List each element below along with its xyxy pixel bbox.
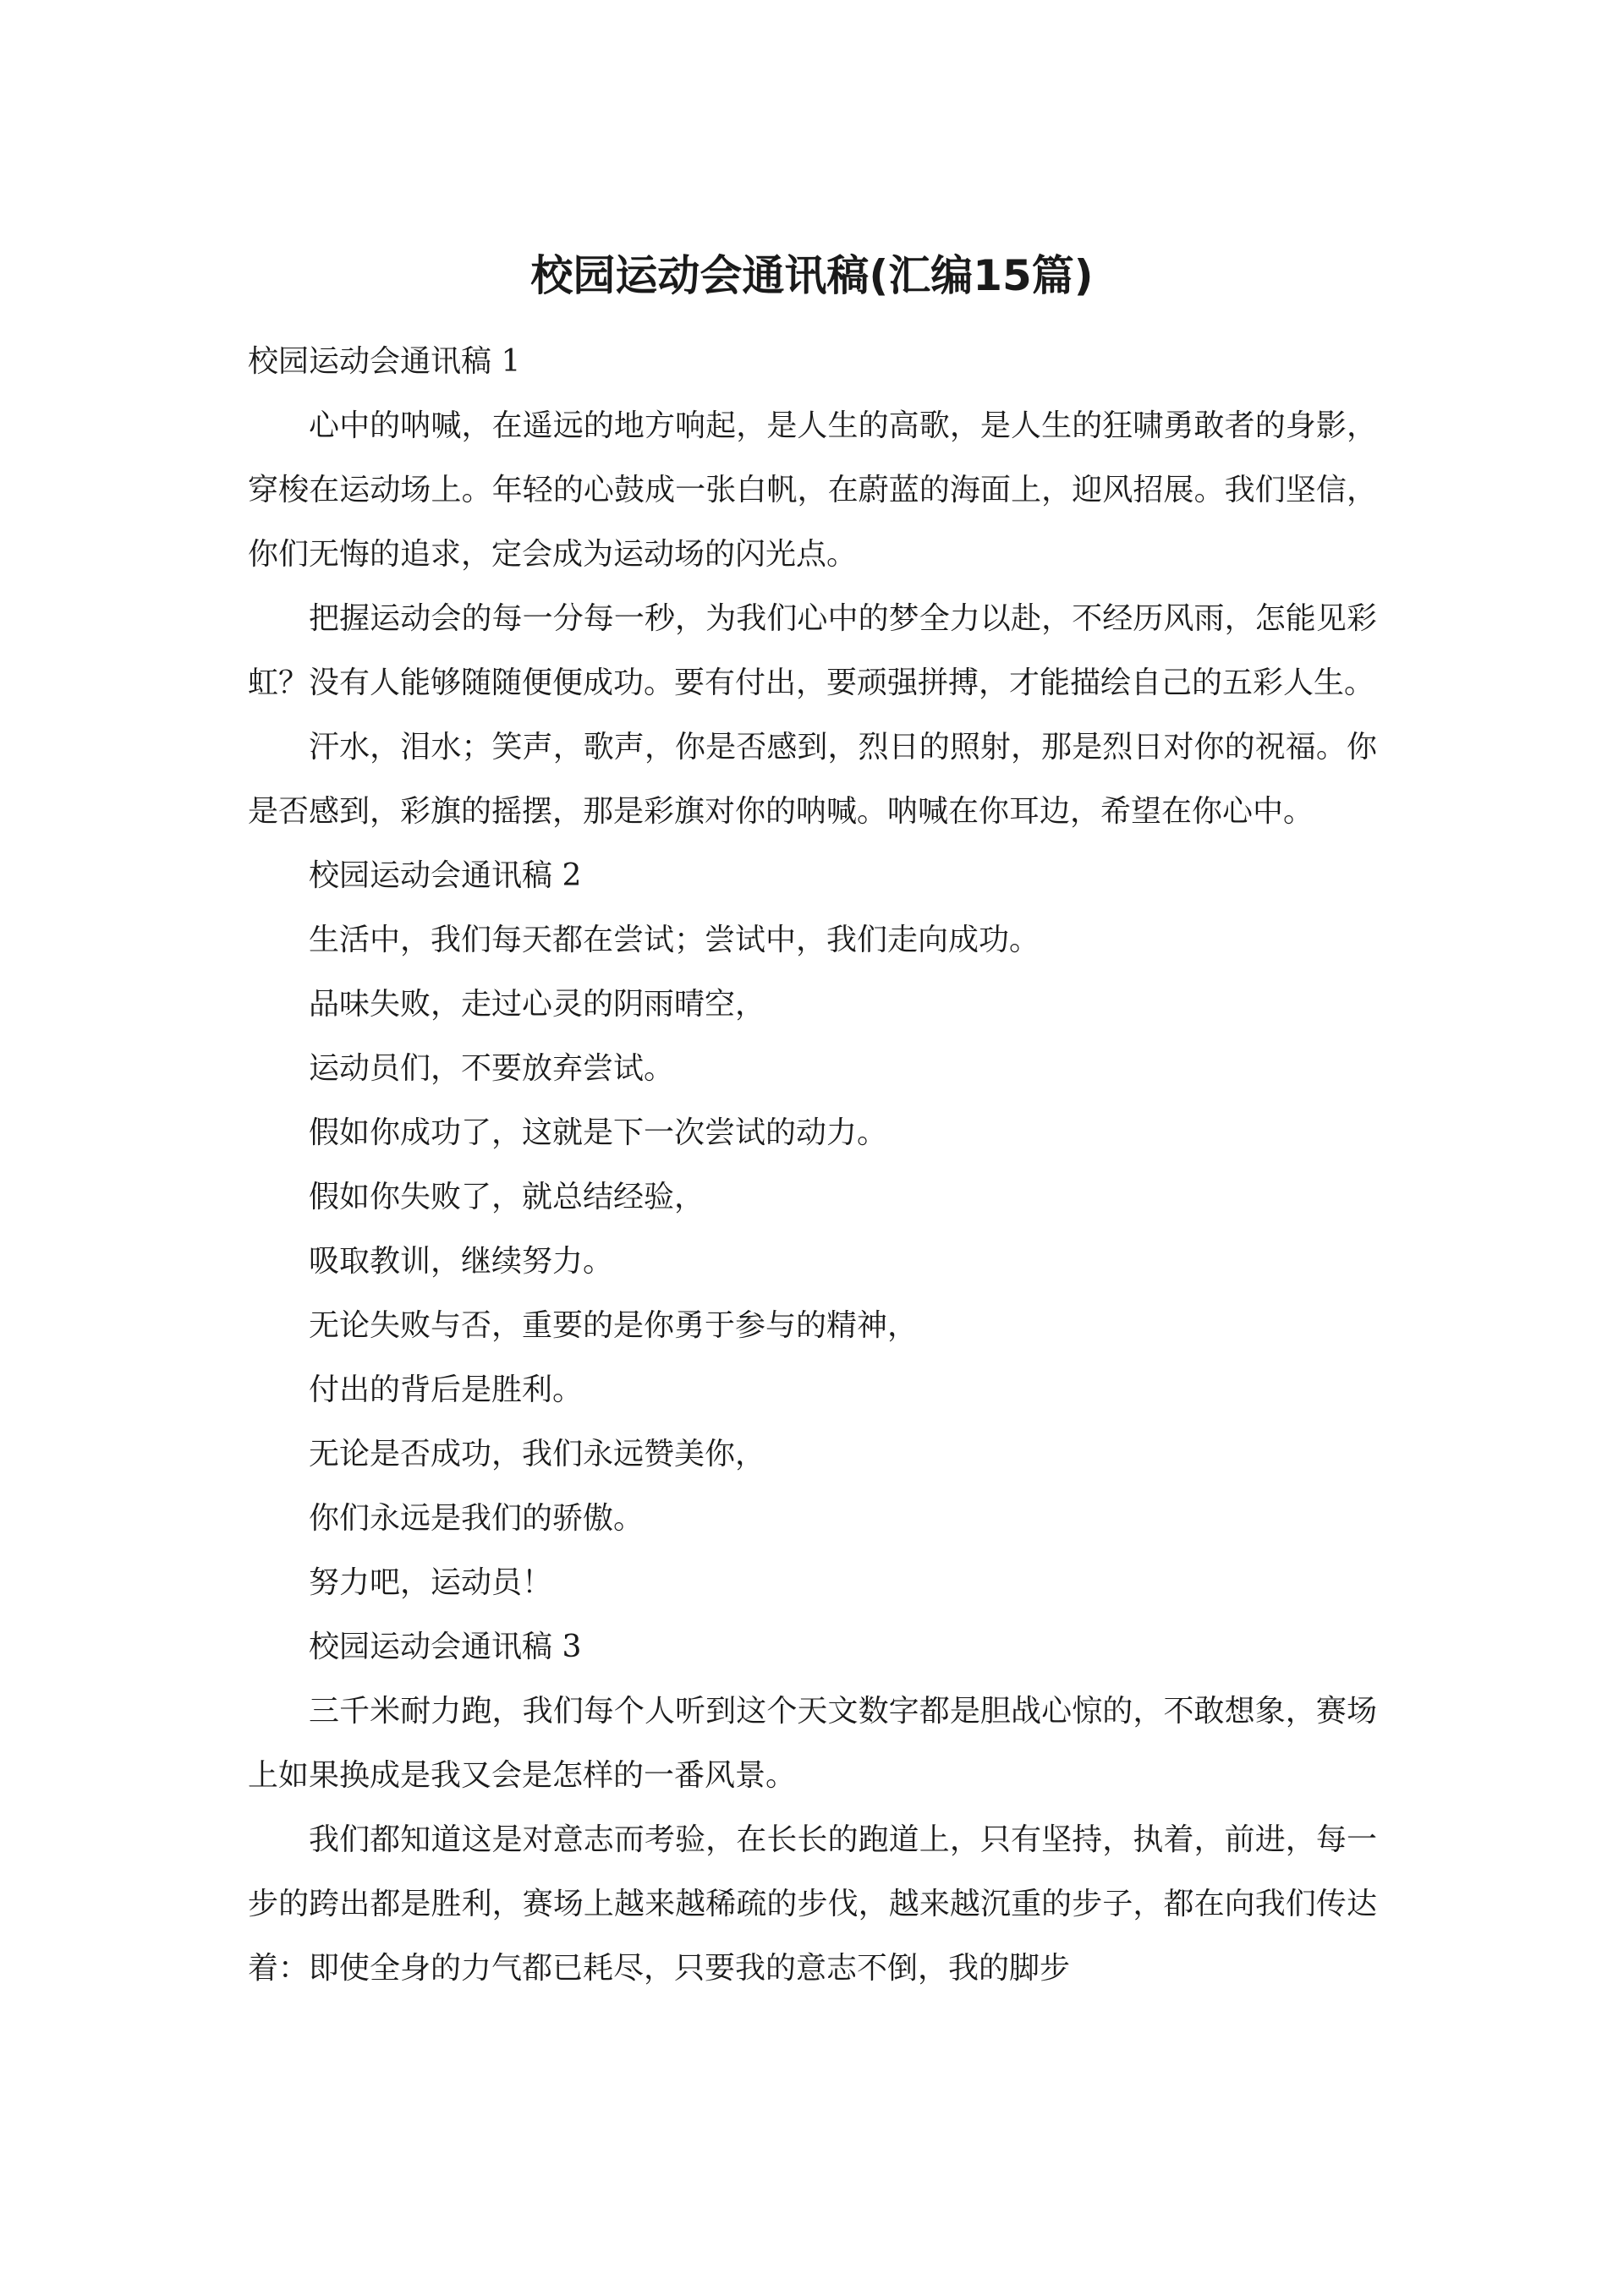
poem-line: 品味失败，走过心灵的阴雨晴空， xyxy=(309,987,766,1022)
paragraph: 三千米耐力跑，我们每个人听到这个天文数字都是胆战心惊的，不敢想象，赛场上如果换成是我又会是怎样的一番风景。 xyxy=(248,1694,1377,1793)
poem-line: 无论是否成功，我们永远赞美你， xyxy=(309,1437,766,1471)
paragraph: 心中的呐喊，在遥远的地方响起，是人生的高歌，是人生的狂啸勇敢者的身影，穿梭在运动场上。年轻的心鼓成一张白帆，在蔚蓝的海面上，迎风招展。我们坚信，你们无悔的追求，定会成为运动场的闪光点。 xyxy=(248,408,1377,572)
paragraph: 我们都知道这是对意志而考验，在长长的跑道上，只有坚持，执着，前进，每一步的跨出都是胜利，赛场上越来越稀疏的步伐，越来越沉重的步子，都在向我们传达着：即使全身的力气都已耗尽，只要我的意志不倒，我的脚步 xyxy=(248,1822,1377,1986)
section-heading-3: 校园运动会通讯稿 3 xyxy=(309,1630,582,1664)
document-body xyxy=(248,330,1377,2001)
poem-line: 努力吧，运动员！ xyxy=(309,1565,553,1600)
document-title: 校园运动会通讯稿(汇编15篇) xyxy=(530,251,1094,300)
poem-line: 生活中，我们每天都在尝试；尝试中，我们走向成功。 xyxy=(309,923,1040,957)
poem-line: 运动员们，不要放弃尝试。 xyxy=(309,1051,675,1086)
section-heading-1: 校园运动会通讯稿 1 xyxy=(248,344,521,379)
poem-line: 付出的背后是胜利。 xyxy=(309,1373,584,1407)
poem-line: 你们永远是我们的骄傲。 xyxy=(309,1501,645,1536)
poem-line: 假如你失败了，就总结经验， xyxy=(309,1180,705,1214)
poem-line: 假如你成功了，这就是下一次尝试的动力。 xyxy=(309,1115,888,1150)
paragraph: 汗水，泪水；笑声，歌声，你是否感到，烈日的照射，那是烈日对你的祝福。你是否感到，彩旗的摇摆，那是彩旗对你的呐喊。呐喊在你耳边，希望在你心中。 xyxy=(248,730,1377,829)
paragraph: 把握运动会的每一分每一秒，为我们心中的梦全力以赴，不经历风雨，怎能见彩虹？没有人能够随随便便成功。要有付出，要顽强拼搏，才能描绘自己的五彩人生。 xyxy=(248,601,1377,700)
section-heading-2: 校园运动会通讯稿 2 xyxy=(309,858,582,893)
poem-line: 无论失败与否，重要的是你勇于参与的精神， xyxy=(309,1308,919,1343)
poem-line: 吸取教训，继续努力。 xyxy=(309,1244,614,1279)
